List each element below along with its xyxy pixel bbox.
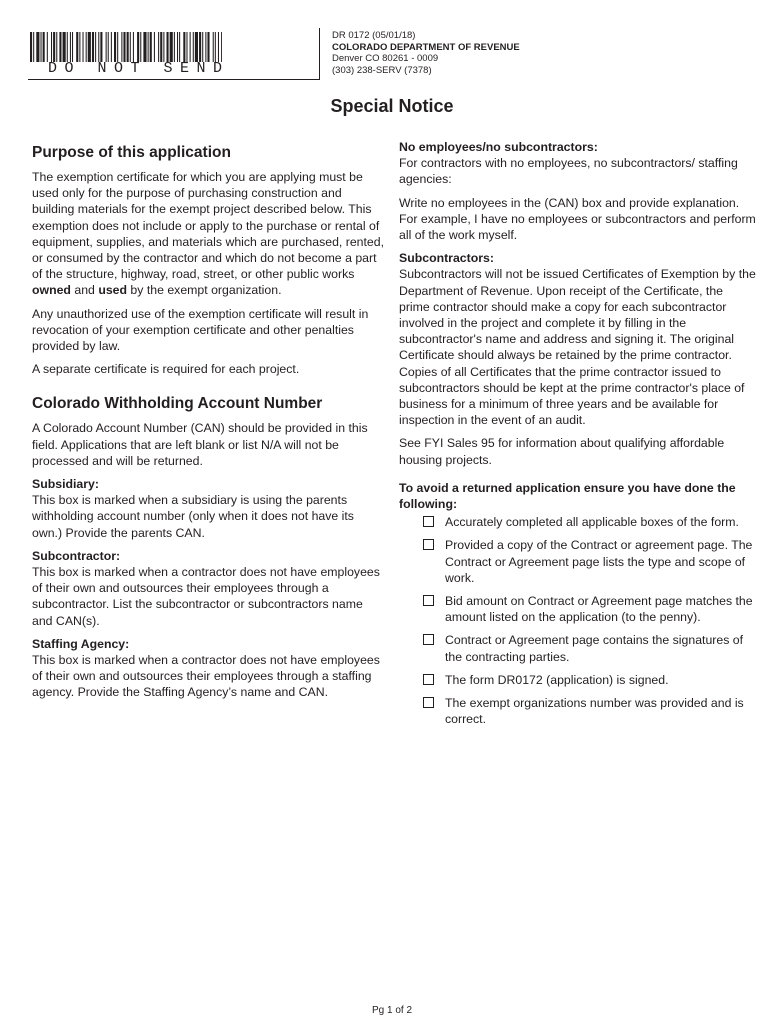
department-address: Denver CO 80261 - 0009 bbox=[332, 53, 439, 64]
form-code: DR 0172 (05/01/18) bbox=[332, 30, 416, 41]
right-column bbox=[399, 139, 757, 735]
do-not-send-caption: DO NOT SEND bbox=[48, 60, 230, 77]
staffing-agency-text: This box is marked when a contractor does not have employees of their own and outsources their employees through a staffing agency. Provide the Staffing Agency’s name and CAN. bbox=[32, 653, 380, 700]
staffing-agency-heading: Staffing Agency: bbox=[32, 636, 130, 651]
subcontractors-heading: Subcontractors: bbox=[399, 251, 494, 266]
no-employees-text: For contractors with no employees, no subcontractors/ staffing agencies: bbox=[399, 156, 738, 187]
no-employees-heading: No employees/no subcontractors: bbox=[399, 140, 598, 154]
purpose-paragraph-1: The exemption certificate for which you are applying must be used only for the purpose of purchasing construction and building materials for the exempt project described below. This exemption does not include or apply to the purchase or rental of equipment, supplies, and materials which are purchased, rented, or consumed by the contractor and which do not become a part of the structure, highway, road, street, or other public works owned and used by the exempt organization. bbox=[32, 170, 385, 298]
checkbox[interactable] bbox=[423, 697, 434, 708]
checkbox[interactable] bbox=[423, 516, 434, 527]
page-title: Special Notice bbox=[330, 96, 454, 116]
purpose-heading: Purpose of this application bbox=[32, 144, 231, 161]
purpose-paragraph-2: Any unauthorized use of the exemption certificate will result in revocation of your exemption certificate and other penalties provided by law. bbox=[32, 306, 369, 354]
checklist-item: Contract or Agreement page contains the signatures of the contracting parties. bbox=[399, 632, 757, 664]
subsidiary-text: This box is marked when a subsidiary is using the parents withholding account number (only when it does not have its own.) Provide the parents CAN. bbox=[32, 493, 354, 540]
department-phone: (303) 238-SERV (7378) bbox=[332, 64, 432, 76]
department-name: COLORADO DEPARTMENT OF REVENUE bbox=[332, 41, 520, 53]
purpose-paragraph-3: A separate certificate is required for each project. bbox=[32, 362, 300, 377]
checklist-item: The form DR0172 (application) is signed. bbox=[399, 672, 757, 688]
checkbox[interactable] bbox=[423, 595, 434, 606]
no-employees-instructions: Write no employees in the (CAN) box and provide explanation. For example, I have no employees or subcontractors and perform all of the work myself. bbox=[399, 195, 756, 243]
checklist-item: Bid amount on Contract or Agreement page matches the amount listed on the application (to the penny). bbox=[399, 593, 757, 625]
withholding-paragraph: A Colorado Account Number (CAN) should be provided in this field. Applications that are left blank or list N/A will not be processed and will be returned. bbox=[32, 421, 368, 468]
subcontractors-text: Subcontractors will not be issued Certificates of Exemption by the Department of Revenue. Upon receipt of the Certificate, the prime contractor should make a copy for each subcontractor involved in the project and complete it by filling in the subcontractor's name and address and signing it. The original Certificate should always be retained by the prime contractor. Copies of all Certificates that the prime contractor issued to subcontractors should be kept at the prime contractor's place of business for a minimum of three years and be available for inspection in the event of an audit. bbox=[399, 267, 756, 428]
checkbox[interactable] bbox=[423, 634, 434, 645]
checklist bbox=[399, 514, 757, 727]
barcode-image bbox=[30, 32, 222, 62]
page-number: Pg 1 of 2 bbox=[371, 1005, 413, 1016]
checkbox[interactable] bbox=[423, 539, 434, 550]
checklist-item: Accurately completed all applicable boxes of the form. bbox=[399, 514, 757, 530]
subcontractor-heading: Subcontractor: bbox=[32, 548, 121, 563]
subsidiary-heading: Subsidiary: bbox=[32, 477, 99, 492]
checklist-item: Provided a copy of the Contract or agreement page. The Contract or Agreement page lists the type and scope of work. bbox=[399, 537, 757, 586]
fyi-note: See FYI Sales 95 for information about qualifying affordable housing projects. bbox=[399, 436, 725, 467]
subcontractor-text: This box is marked when a contractor does not have employees of their own and outsources their employees through a subcontractor. List the subcontractor or subcontractors name and CAN(s). bbox=[32, 565, 380, 628]
left-column bbox=[32, 143, 386, 708]
form-header bbox=[332, 30, 520, 76]
checklist-heading: To avoid a returned application ensure you have done the following: bbox=[399, 480, 736, 512]
withholding-heading: Colorado Withholding Account Number bbox=[32, 395, 323, 413]
checkbox[interactable] bbox=[423, 674, 434, 685]
checklist-item: The exempt organizations number was provided and is correct. bbox=[399, 695, 757, 727]
